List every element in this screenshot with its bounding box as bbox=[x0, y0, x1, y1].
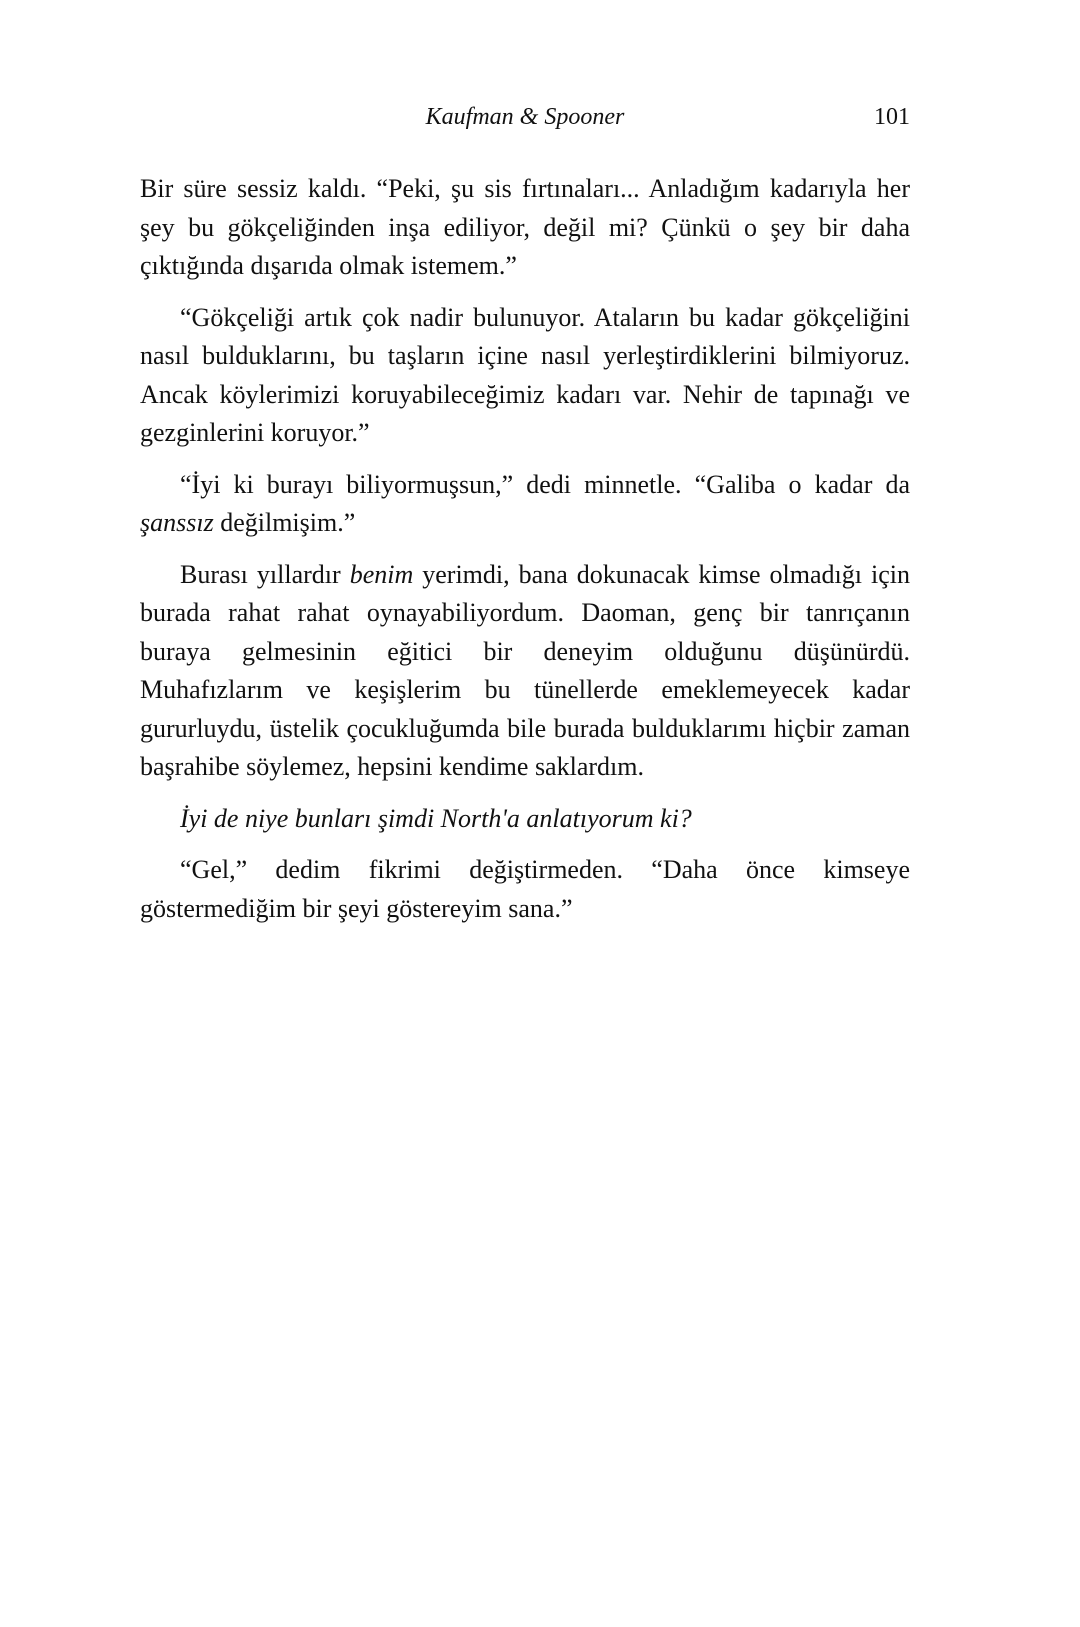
paragraph-3 bbox=[140, 466, 910, 543]
paragraph-2: “Gökçeliği artık çok nadir bulunuyor. Ataların bu kadar gökçeliğini nasıl bulduklarını, bu taşların içine nasıl yerleştirdiklerini bilmiyoruz. Ancak köylerimizi koruyabileceğimiz kadarı var. Nehir de tapınağı ve gezginlerini koruyor.” bbox=[140, 302, 910, 447]
running-head: Kaufman & Spooner bbox=[425, 104, 625, 130]
paragraph-4-text-a: Burası yıllardır bbox=[180, 559, 350, 589]
paragraph-4-emphasis: benim bbox=[349, 559, 414, 589]
paragraph-1: Bir süre sessiz kaldı. “Peki, şu sis fırtınaları... Anladığım kadarıyla her şey bu gökçeliğinden inşa ediliyor, değil mi? Çünkü o şey bir daha çıktığında dışarıda olmak istemem.” bbox=[140, 174, 910, 280]
paragraph-3-emphasis: şanssız bbox=[140, 508, 214, 537]
text-body bbox=[140, 170, 910, 941]
paragraph-5-italic-thought: İyi de niye bunları şimdi North'a anlatıyorum ki? bbox=[180, 803, 692, 833]
paragraph-6: “Gel,” dedim fikrimi değiştirmeden. “Daha önce kimseye göstermediğim bir şeyi göstereyim sana.” bbox=[140, 855, 910, 923]
paragraph-3-text-a: “İyi ki burayı biliyormuşsun,” dedi minnetle. “Galiba o kadar da bbox=[180, 469, 910, 499]
paragraph-4-text-b: yerimdi, bana dokunacak kimse olmadığı için burada rahat rahat oynayabiliyordum. Daoman, genç bir tanrıçanın buraya gelmesinin eğitici bir deneyim olduğunu düşünürdü. Muhafızlarım ve keşişlerim bu tünellerde emeklemeyecek kadar gururluydu, üstelik çocukluğumda bile burada bulduklarımı hiçbir zaman başrahibe söylemez, hepsini kendime saklardım. bbox=[140, 559, 910, 781]
page-header bbox=[140, 100, 910, 134]
page-number: 101 bbox=[874, 104, 910, 130]
paragraph-4 bbox=[140, 556, 910, 787]
paragraph-3-text-b: değilmişim.” bbox=[213, 508, 356, 537]
